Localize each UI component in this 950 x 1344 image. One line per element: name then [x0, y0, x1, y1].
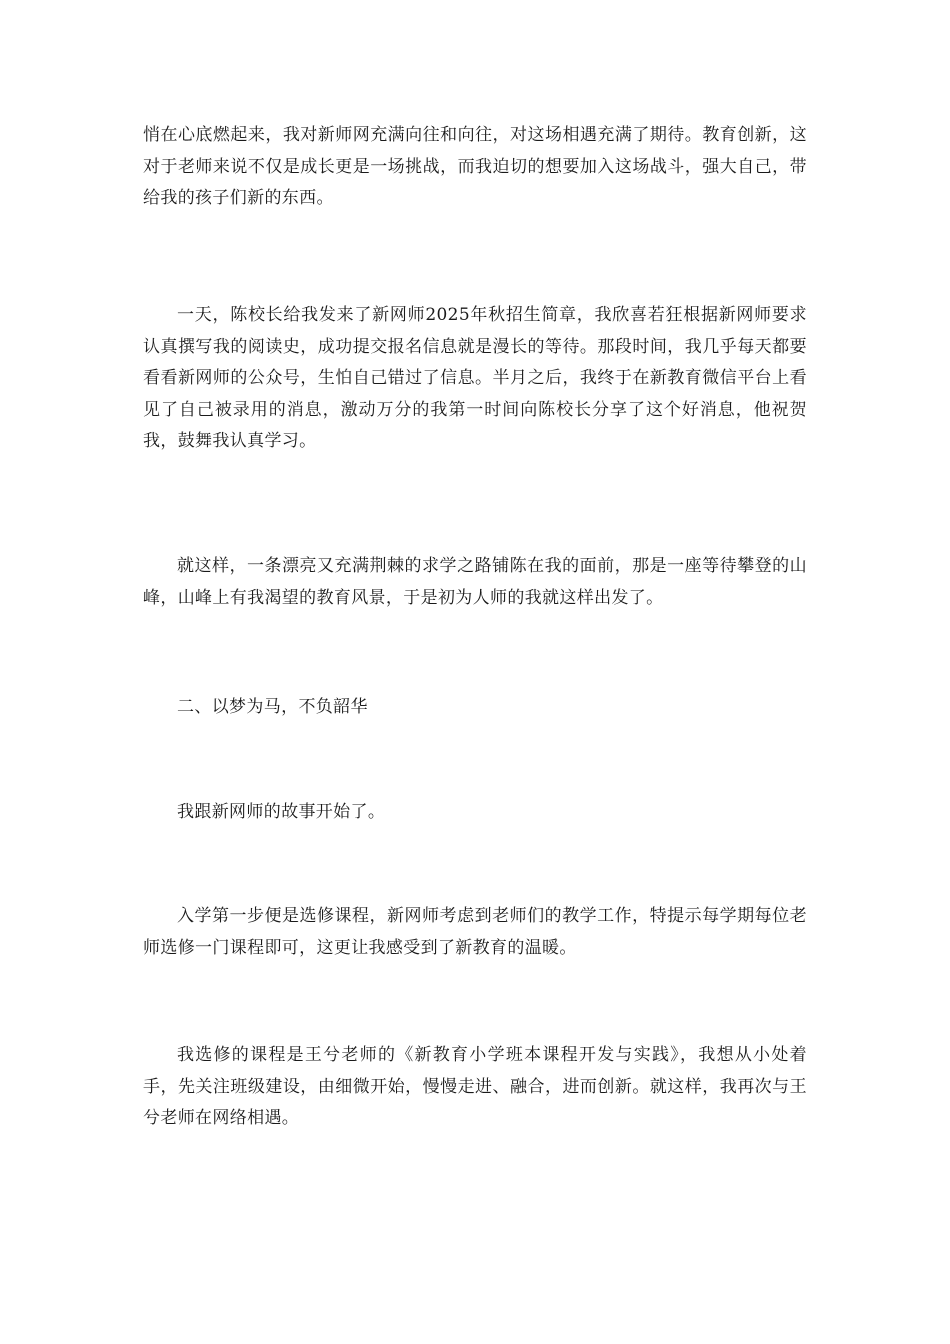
paragraph-enrollment: 一天，陈校长给我发来了新网师2025年秋招生简章，我欣喜若狂根据新网师要求认真撰写我的阅读史，成功提交报名信息就是漫长的等待。那段时间，我几乎每天都要看看新网师的公众号，生怕自己错过了信息。半月之后，我终于在新教育微信平台上看见了自己被录用的消息，激动万分的我第一时间向陈校长分享了这个好消息，他祝贺我，鼓舞我认真学习。 [143, 305, 807, 451]
paragraph-story-begins: 我跟新网师的故事开始了。 [177, 802, 386, 822]
paragraph-course-selection: 入学第一步便是选修课程，新网师考虑到老师们的教学工作，特提示每学期每位老师选修一门课程即可，这更让我感受到了新教育的温暖。 [143, 906, 807, 958]
paragraph-chosen-course: 我选修的课程是王兮老师的《新教育小学班本课程开发与实践》，我想从小处着手，先关注班级建设，由细微开始，慢慢走进、融合，进而创新。就这样，我再次与王兮老师在网络相遇。 [143, 1045, 807, 1128]
section-heading: 二、以梦为马，不负韶华 [177, 697, 368, 717]
paragraph-journey-start: 就这样，一条漂亮又充满荆棘的求学之路铺陈在我的面前，那是一座等待攀登的山峰，山峰上有我渴望的教育风景，于是初为人师的我就这样出发了。 [143, 556, 807, 608]
paragraph-continuation: 悄在心底燃起来，我对新师网充满向往和向往，对这场相遇充满了期待。教育创新，这对于老师来说不仅是成长更是一场挑战，而我迫切的想要加入这场战斗，强大自己，带给我的孩子们新的东西。 [143, 125, 807, 208]
